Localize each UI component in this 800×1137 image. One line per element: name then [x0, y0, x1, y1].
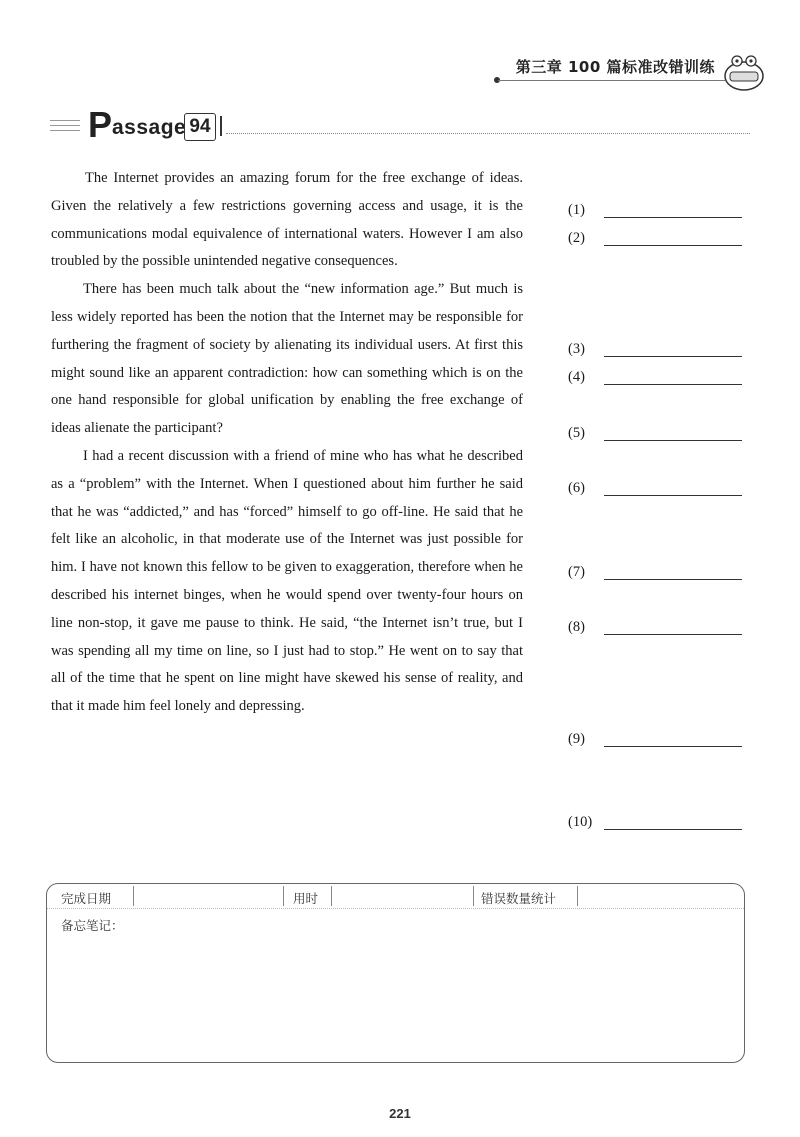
passage-title-row	[50, 104, 750, 148]
answer-line[interactable]	[604, 495, 742, 496]
answer-line[interactable]	[604, 746, 742, 747]
answer-blank-5[interactable]	[568, 425, 748, 445]
separator	[133, 886, 134, 906]
title-decoration	[50, 120, 80, 135]
passage-number-shadow	[217, 116, 222, 136]
passage-text	[51, 165, 523, 721]
answer-blank-8[interactable]	[568, 619, 748, 639]
answer-blank-9[interactable]	[568, 731, 748, 751]
header-rule	[498, 80, 725, 81]
answer-label: (4)	[568, 369, 585, 385]
notes-box	[46, 883, 745, 1063]
answer-line[interactable]	[604, 384, 742, 385]
separator	[473, 886, 474, 906]
cartoon-badge-icon	[723, 52, 765, 94]
answer-line[interactable]	[604, 356, 742, 357]
answer-label: (8)	[568, 619, 585, 635]
answer-label: (1)	[568, 202, 585, 218]
answer-blank-4[interactable]	[568, 369, 748, 389]
chapter-title: 第三章 100 篇标准改错训练	[515, 58, 715, 76]
answer-label: (7)	[568, 564, 585, 580]
paragraph-1: The Internet provides an amazing forum for the free exchange of ideas. Given the relatively a few restrictions governing access and usage, it is the communications modal equivalence of international waters. However I am also troubled by the possible unintended negative consequences.	[51, 170, 523, 270]
time-spent-label: 用时	[293, 891, 319, 906]
answer-line[interactable]	[604, 829, 742, 830]
separator	[283, 886, 284, 906]
memo-label: 备忘笔记：	[61, 918, 124, 933]
answer-line[interactable]	[604, 634, 742, 635]
answer-blank-6[interactable]	[568, 480, 748, 500]
title-rule	[226, 133, 750, 134]
chapter-header	[490, 52, 765, 92]
answer-line[interactable]	[604, 245, 742, 246]
answer-blank-2[interactable]	[568, 230, 748, 250]
paragraph-3: I had a recent discussion with a friend of mine who has what he described as a “problem” with the Internet. When I questioned about him further he said that he was “addicted,” and has “forced” himself to go off-line. He said that he felt like an alcoholic, in that moderate use of the Internet was just possible for him. I have not known this fellow to be given to exaggeration, therefore when he described his internet binges, when he would spend over twenty-four hours on line non-stop, it gave me pause to think. He said, “the Internet isn’t true, but I was spending all my time on line, so I just had to stop.” He went on to say that all of the time that he spent on line might have skewed his sense of reality, and that it made him feel lonely and depressing.	[51, 447, 523, 715]
answer-blank-10[interactable]	[568, 814, 748, 834]
answer-blank-7[interactable]	[568, 564, 748, 584]
answer-label: (9)	[568, 731, 585, 747]
answer-line[interactable]	[604, 440, 742, 441]
answer-line[interactable]	[604, 579, 742, 580]
answer-label: (10)	[568, 814, 593, 830]
answer-label: (6)	[568, 480, 585, 496]
paragraph-2: There has been much talk about the “new information age.” But much is less widely reported has been the notion that the Internet may be responsible for furthering the fragment of society by alienating its individual users. At first this might sound like an apparent contradiction: how can something which is on the one hand responsible for global unification by enabling the free exchange of ideas alienate the participant?	[51, 281, 523, 437]
error-count-label: 错误数量统计	[481, 891, 557, 906]
completion-date-label: 完成日期	[61, 891, 112, 906]
page-number: 221	[389, 1106, 411, 1121]
passage-title-initial: P	[88, 104, 113, 145]
answer-line[interactable]	[604, 217, 742, 218]
separator	[331, 886, 332, 906]
passage-number: 94	[184, 113, 216, 141]
separator	[577, 886, 578, 906]
answer-blank-1[interactable]	[568, 202, 748, 222]
answer-blank-3[interactable]	[568, 341, 748, 361]
answer-label: (3)	[568, 341, 585, 357]
answer-label: (2)	[568, 230, 585, 246]
notes-header	[47, 884, 744, 909]
answer-label: (5)	[568, 425, 585, 441]
passage-title: assage	[112, 116, 187, 139]
